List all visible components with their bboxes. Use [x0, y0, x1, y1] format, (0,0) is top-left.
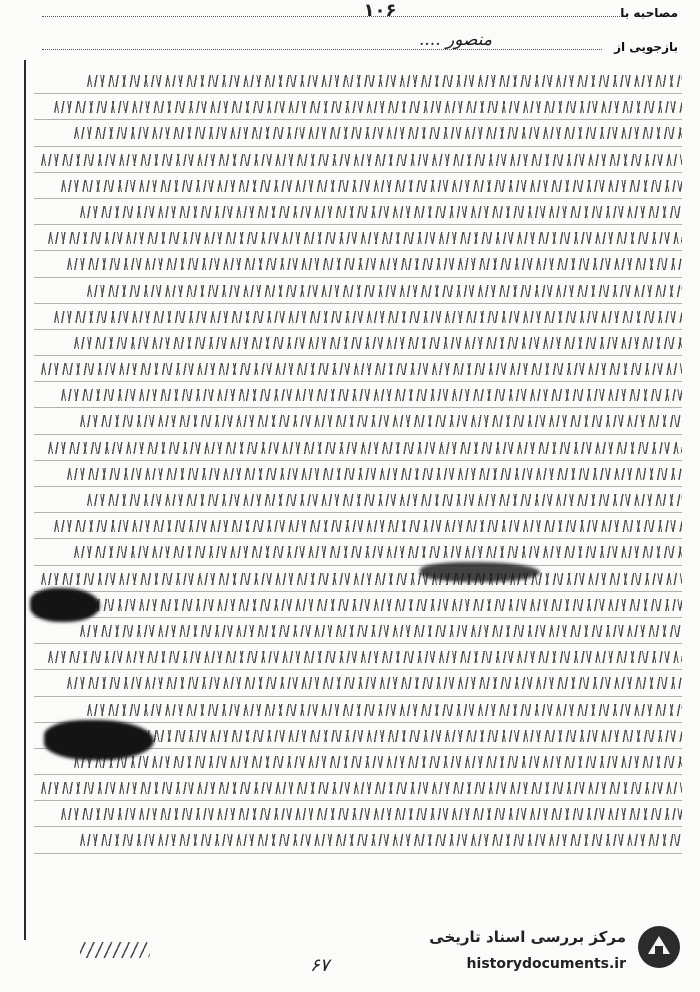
handwriting-stroke: [73, 546, 682, 558]
archive-url: historydocuments.ir: [466, 956, 626, 972]
handwriting-stroke: [66, 677, 682, 689]
handwritten-line: [34, 173, 682, 199]
margin-rule: [24, 60, 26, 940]
handwriting-stroke: [79, 206, 682, 218]
handwritten-line: [34, 487, 682, 513]
handwritten-line: [34, 775, 682, 801]
handwritten-line: [34, 251, 682, 277]
handwritten-line: [34, 644, 682, 670]
handwriting-stroke: [60, 389, 682, 401]
handwriting-stroke: [40, 573, 682, 585]
handwriting-stroke: [86, 494, 682, 506]
handwritten-line: [34, 618, 682, 644]
document-header: [0, 0, 700, 60]
handwritten-line: [34, 120, 682, 146]
footer-page-number: ۶۷: [310, 955, 330, 976]
handwriting-stroke: [47, 232, 682, 244]
handwriting-stroke: [40, 154, 682, 166]
ink-blot: [420, 562, 540, 582]
handwriting-stroke: [86, 75, 682, 87]
interrogator-label: بازجویی از: [614, 40, 678, 54]
handwritten-line: [34, 827, 682, 853]
handwritten-line: [34, 566, 682, 592]
handwriting-stroke: [79, 834, 682, 846]
handwriting-stroke: [47, 442, 682, 454]
handwritten-line: [34, 435, 682, 461]
handwriting-stroke: [73, 337, 682, 349]
handwritten-line: [34, 356, 682, 382]
handwriting-stroke: [40, 782, 682, 794]
handwritten-line: [34, 225, 682, 251]
archive-title: مرکز بررسی اسناد تاریخی: [429, 928, 626, 946]
signature: [80, 942, 150, 958]
handwritten-line: [34, 330, 682, 356]
handwritten-line: [34, 382, 682, 408]
handwriting-stroke: [60, 808, 682, 820]
handwritten-line: [34, 68, 682, 94]
handwriting-stroke: [60, 599, 682, 611]
meeting-label: مصاحبه با: [620, 6, 678, 20]
handwriting-stroke: [53, 520, 682, 532]
handwriting-stroke: [60, 180, 682, 192]
handwriting-stroke: [47, 651, 682, 663]
handwriting-stroke: [66, 258, 682, 270]
handwritten-line: [34, 408, 682, 434]
handwriting-stroke: [40, 363, 682, 375]
handwritten-line: [34, 592, 682, 618]
handwritten-line: [34, 304, 682, 330]
ink-blot: [44, 720, 154, 760]
handwriting-stroke: [66, 468, 682, 480]
handwriting-stroke: [73, 756, 682, 768]
handwritten-line: [34, 670, 682, 696]
handwritten-line: [34, 461, 682, 487]
handwritten-line: [34, 697, 682, 723]
handwriting-stroke: [53, 101, 682, 113]
handwriting-stroke: [73, 127, 682, 139]
handwritten-line: [34, 513, 682, 539]
handwritten-line: [34, 94, 682, 120]
handwriting-stroke: [86, 704, 682, 716]
handwritten-line: [34, 199, 682, 225]
handwriting-stroke: [79, 415, 682, 427]
archive-logo-icon: [636, 924, 682, 970]
handwriting-stroke: [86, 285, 682, 297]
header-page-number: ۱۰۶: [363, 0, 397, 21]
handwriting-stroke: [79, 625, 682, 637]
handwritten-line: [34, 539, 682, 565]
handwritten-line: [34, 278, 682, 304]
handwriting-stroke: [53, 311, 682, 323]
handwritten-line: [34, 801, 682, 827]
ink-blot: [30, 588, 100, 622]
interrogator-value: منصور ....: [42, 30, 602, 50]
archive-logo: [418, 918, 690, 984]
handwritten-line: [34, 147, 682, 173]
meeting-field-line: [42, 2, 622, 17]
